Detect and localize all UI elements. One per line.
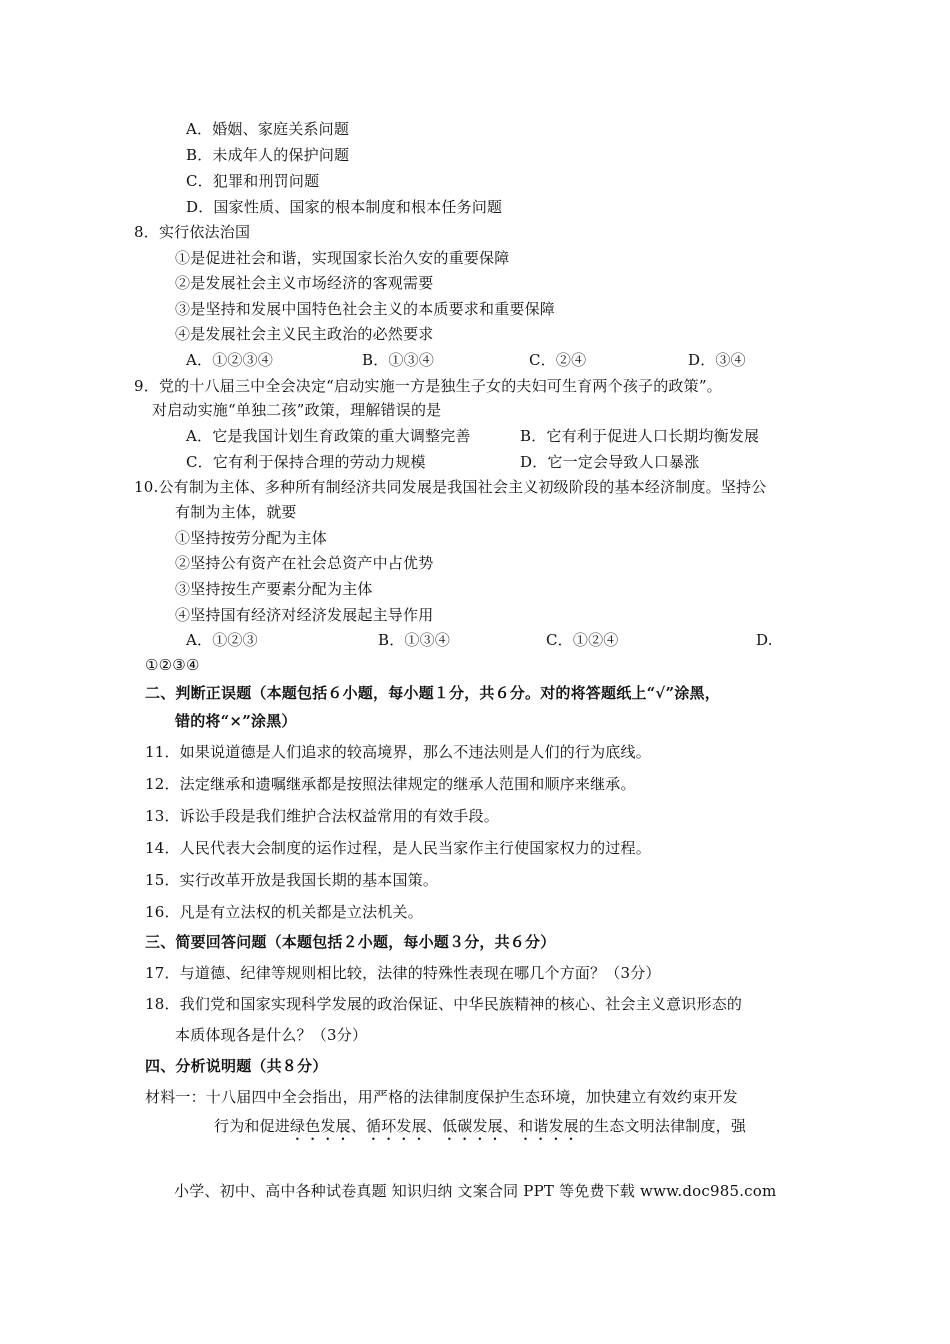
emphasis-harmonious-development: 和谐发展 bbox=[518, 1117, 579, 1135]
q8-item-3: ③是坚持和发展中国特色社会主义的本质要求和重要保障 bbox=[175, 300, 556, 318]
q9-option-c: C．它有利于保持合理的劳动力规模 bbox=[186, 453, 426, 471]
material1-text-1: 行为和促进 bbox=[214, 1117, 291, 1135]
q9-stem-line2: 对启动实施“单独二孩”政策，理解错误的是 bbox=[152, 401, 442, 419]
q10-option-d-wrap: ①②③④ bbox=[145, 656, 200, 674]
q9-option-a: A．它是我国计划生育政策的重大调整完善 bbox=[186, 427, 471, 445]
emphasis-green-development: 绿色发展 bbox=[290, 1117, 351, 1135]
q10-option-b: B．①③④ bbox=[378, 631, 451, 649]
q7-option-c: C．犯罪和刑罚问题 bbox=[186, 172, 320, 190]
q10-option-c: C．①②④ bbox=[546, 631, 619, 649]
section2-heading-line1: 二、判断正误题（本题包括６小题，每小题１分，共６分。对的将答题纸上“√”涂黑， bbox=[145, 684, 720, 702]
q10-option-d: D. bbox=[756, 631, 773, 649]
q17: 17．与道德、纪律等规则相比较，法律的特殊性表现在哪几个方面？（3分） bbox=[145, 964, 661, 982]
q7-option-b: B．未成年人的保护问题 bbox=[186, 146, 350, 164]
q10-item-2: ②坚持公有资产在社会总资产中占优势 bbox=[175, 554, 434, 572]
q14: 14．人民代表大会制度的运作过程，是人民当家作主行使国家权力的过程。 bbox=[145, 839, 651, 857]
q10-option-a: A．①②③ bbox=[186, 631, 258, 649]
q18-line1: 18．我们党和国家实现科学发展的政治保证、中华民族精神的核心、社会主义意识形态的 bbox=[145, 995, 743, 1013]
material1-sep-2: 、 bbox=[426, 1117, 443, 1135]
q9-option-d: D．它一定会导致人口暴涨 bbox=[520, 453, 700, 471]
material1-line2 bbox=[214, 1116, 746, 1144]
q8-option-a: A．①②③④ bbox=[186, 351, 274, 369]
q10-item-3: ③坚持按生产要素分配为主体 bbox=[175, 580, 373, 598]
q8-item-1: ①是促进社会和谐，实现国家长治久安的重要保障 bbox=[175, 249, 510, 267]
q10-item-1: ①坚持按劳分配为主体 bbox=[175, 529, 328, 547]
q16: 16．凡是有立法权的机关都是立法机关。 bbox=[145, 903, 423, 921]
q13: 13．诉讼手段是我们维护合法权益常用的有效手段。 bbox=[145, 807, 499, 825]
emphasis-low-carbon-development: 低碳发展 bbox=[442, 1117, 503, 1135]
q8-item-4: ④是发展社会主义民主政治的必然要求 bbox=[175, 325, 434, 343]
q10-item-4: ④坚持国有经济对经济发展起主导作用 bbox=[175, 606, 434, 624]
q7-option-d: D．国家性质、国家的根本制度和根本任务问题 bbox=[186, 198, 503, 216]
q9-option-b: B．它有利于促进人口长期均衡发展 bbox=[520, 427, 760, 445]
q18-line2: 本质体现各是什么？（3分） bbox=[175, 1026, 368, 1044]
q10-stem-line1: 10.公有制为主体、多种所有制经济共同发展是我国社会主义初级阶段的基本经济制度。坚持公 bbox=[134, 478, 767, 496]
q8-option-b: B．①③④ bbox=[362, 351, 435, 369]
q15: 15．实行改革开放是我国长期的基本国策。 bbox=[145, 871, 439, 889]
q11: 11．如果说道德是人们追求的较高境界，那么不违法则是人们的行为底线。 bbox=[145, 743, 651, 761]
q7-option-a: A．婚姻、家庭关系问题 bbox=[186, 120, 350, 138]
q8-option-d: D．③④ bbox=[688, 351, 746, 369]
section3-heading: 三、简要回答问题（本题包括２小题，每小题３分，共６分） bbox=[145, 933, 556, 951]
section4-heading: 四、分析说明题（共８分） bbox=[145, 1057, 328, 1075]
emphasis-circular-development: 循环发展 bbox=[366, 1117, 427, 1135]
section2-heading-line2: 错的将“×”涂黑） bbox=[175, 712, 297, 730]
material1-sep-1: 、 bbox=[350, 1117, 367, 1135]
q8-option-c: C．②④ bbox=[529, 351, 587, 369]
q10-stem-line2: 有制为主体，就要 bbox=[175, 503, 297, 521]
q12: 12．法定继承和遗嘱继承都是按照法律规定的继承人范围和顺序来继承。 bbox=[145, 775, 636, 793]
q8-stem: 8．实行依法治国 bbox=[134, 223, 251, 241]
material1-line1: 材料一：十八届四中全会指出，用严格的法律制度保护生态环境，加快建立有效约束开发 bbox=[145, 1088, 738, 1106]
material1-text-2: 的生态文明法律制度，强 bbox=[578, 1117, 747, 1135]
page-footer: 小学、初中、高中各种试卷真题 知识归纳 文案合同 PPT 等免费下载 www.doc985.com bbox=[174, 1182, 777, 1200]
q8-item-2: ②是发展社会主义市场经济的客观需要 bbox=[175, 274, 434, 292]
material1-sep-3: 、 bbox=[502, 1117, 519, 1135]
q9-stem-line1: 9．党的十八届三中全会决定“启动实施一方是独生子女的夫妇可生育两个孩子的政策”。 bbox=[134, 377, 722, 395]
